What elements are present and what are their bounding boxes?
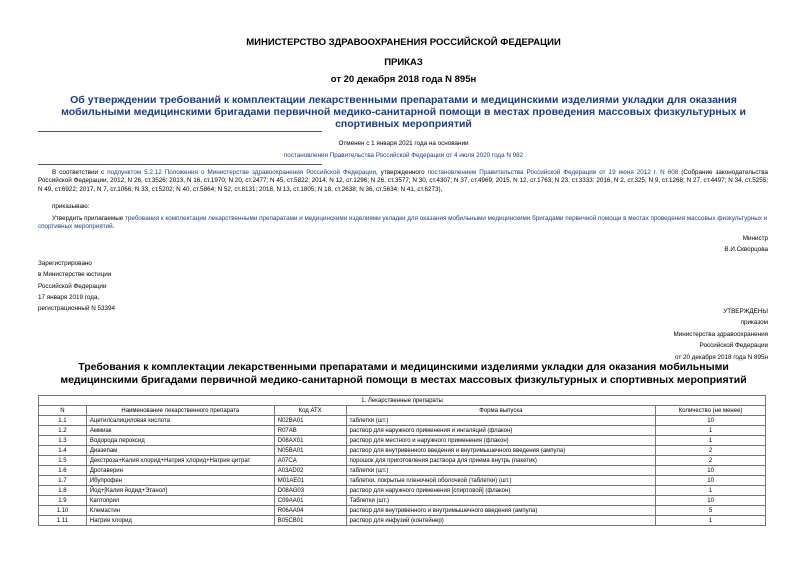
cell-drug-name: Ацетилсалициловая кислота: [86, 416, 274, 426]
table-row: [39, 466, 766, 476]
cell-number: 1.2: [39, 426, 87, 436]
cell-quantity: 10: [656, 416, 766, 426]
cell-release-form: раствор для внутривенного введения и внутримышечного введения (ампула): [346, 446, 656, 456]
approved-line: Российской Федерации: [699, 342, 768, 350]
cell-number: 1.8: [39, 486, 87, 496]
table-row: [39, 416, 766, 426]
preamble-link-regulation[interactable]: подпунктом 5.2.12 Положения о Министерстве здравоохранения Российской Федерации: [107, 169, 376, 176]
cell-atc-code: N05BA01: [274, 446, 346, 456]
cell-atc-code: A07CA: [274, 456, 346, 466]
registration-line: в Министерстве юстиции: [38, 271, 112, 279]
cell-release-form: раствор для местного и наружного применения (флакон): [346, 436, 656, 446]
cell-number: 1.4: [39, 446, 87, 456]
cell-quantity: 10: [656, 466, 766, 476]
cell-drug-name: Йод+[Калия йодид+Этанол]: [86, 486, 274, 496]
cell-drug-name: Аммиак: [86, 426, 274, 436]
cell-atc-code: R07AB: [274, 426, 346, 436]
cell-release-form: раствор для наружного применения [спиртовой] (флакон): [346, 486, 656, 496]
table-row: [39, 496, 766, 506]
cell-release-form: раствор для внутривенного и внутримышечного введения (ампула): [346, 506, 656, 516]
registration-line: Зарегистрировано: [38, 260, 92, 267]
cell-number: 1.11: [39, 516, 87, 526]
cell-drug-name: Каптоприл: [86, 496, 274, 506]
cell-atc-code: R06AA04: [274, 506, 346, 516]
order-date-number: от 20 декабря 2018 года N 895н: [330, 74, 477, 85]
registration-line: 17 января 2019 года,: [38, 293, 100, 301]
column-header-quantity: Количество (не менее): [656, 406, 766, 416]
divider-top: [38, 131, 322, 132]
cell-drug-name: Клемастин: [86, 506, 274, 516]
cell-atc-code: N02BA01: [274, 416, 346, 426]
signature-position: Министр: [742, 235, 768, 242]
cancel-note-line1: Отменен с 1 января 2021 года на основании: [338, 140, 469, 147]
table-row: [39, 506, 766, 516]
approve-prefix: Утвердить прилагаемые: [52, 215, 125, 222]
table-row: [39, 456, 766, 466]
cell-quantity: 1: [656, 486, 766, 496]
approve-paragraph: [38, 215, 768, 232]
cell-quantity: 1: [656, 516, 766, 526]
registration-block: [38, 258, 115, 314]
approved-line: приказом: [740, 319, 768, 327]
cell-atc-code: B05CB01: [274, 516, 346, 526]
cell-number: 1.7: [39, 476, 87, 486]
table-header-row: [39, 406, 766, 416]
cell-number: 1.3: [39, 436, 87, 446]
cell-quantity: 1: [656, 426, 766, 436]
cell-drug-name: Ибупрофен: [86, 476, 274, 486]
approve-link[interactable]: требования к комплектации лекарственными препаратами и медицинскими изделиями укладки для оказания мобильными медицинскими бригадами первичной помощи в местах проведения массовых физкультурных и спортивных мероприятий: [38, 215, 768, 231]
cell-quantity: 10: [656, 496, 766, 506]
order-title: [40, 94, 767, 130]
cell-drug-name: Декстроза+Калия хлорид+Натрия хлорид+Натрия цитрат: [86, 456, 274, 466]
preamble-paragraph: [38, 169, 768, 194]
cell-release-form: раствор для инфузий (контейнер): [346, 516, 656, 526]
cell-release-form: таблетки, покрытые пленочной оболочкой (таблетки) (шт.): [346, 476, 656, 486]
cell-quantity: 5: [656, 506, 766, 516]
cell-quantity: 2: [656, 456, 766, 466]
column-header-atc: Код АТХ: [274, 406, 346, 416]
table-section-title: 1. Лекарственные препараты: [39, 396, 766, 406]
cell-atc-code: M01AE01: [274, 476, 346, 486]
cell-release-form: Таблетки (шт.): [346, 496, 656, 506]
medications-table: [38, 395, 766, 526]
divider-bottom: [38, 164, 322, 165]
table-row: [39, 486, 766, 496]
cell-release-form: раствор для наружного применения и ингаляций (флакон): [346, 426, 656, 436]
cell-quantity: 2: [656, 446, 766, 456]
registration-line: Российской Федерации: [38, 282, 107, 290]
cell-drug-name: Диазепам: [86, 446, 274, 456]
cell-number: 1.9: [39, 496, 87, 506]
approved-line: Министерства здравоохранения: [673, 330, 768, 338]
requirements-title: Требования к комплектации лекарственными препаратами и медицинскими изделиями укладки для оказания мобильными медицинскими бригадами первичной медико-санитарной помощи в местах массовых физкультурных и спортивных мероприятий: [60, 361, 747, 386]
cell-drug-name: Дротаверин: [86, 466, 274, 476]
table-section-row: [39, 396, 766, 406]
ministry-heading: МИНИСТЕРСТВО ЗДРАВООХРАНЕНИЯ РОССИЙСКОЙ ФЕДЕРАЦИИ: [246, 37, 561, 48]
cell-number: 1.1: [39, 416, 87, 426]
cancel-note-link[interactable]: постановления Правительства Российской Федерации от 4 июля 2020 года N 982: [283, 152, 524, 159]
document-type: ПРИКАЗ: [384, 57, 423, 68]
cell-release-form: таблетки (шт.): [346, 416, 656, 426]
cell-atc-code: D08AX01: [274, 436, 346, 446]
cell-release-form: таблетки (шт.): [346, 466, 656, 476]
cell-number: 1.5: [39, 456, 87, 466]
cell-atc-code: C09AA01: [274, 496, 346, 506]
approve-suffix: .: [112, 223, 115, 231]
table-row: [39, 476, 766, 486]
column-header-name: Наименование лекарственного препарата: [86, 406, 274, 416]
order-word: приказываю:: [52, 203, 90, 210]
cell-drug-name: Натрия хлорид: [86, 516, 274, 526]
order-title-link[interactable]: требований к комплектации лекарственными препаратами и медицинскими изделиями укладки для оказания мобильными медицинскими бригадами первичной медико-санитарной помощи в местах проведения массовых физкультурных и спортивных мероприятий: [61, 94, 746, 130]
approved-line: УТВЕРЖДЕНЫ: [723, 308, 768, 315]
signature-name: В.И.Скворцова: [724, 246, 768, 253]
column-header-number: N: [39, 406, 87, 416]
approved-block: [674, 306, 768, 363]
table-row: [39, 516, 766, 526]
preamble-intro: В соответствии с: [52, 169, 108, 176]
cell-quantity: 10: [656, 476, 766, 486]
preamble-link-resolution[interactable]: постановлением Правительства Российской Федерации от 19 июня 2012 г. N 608: [427, 169, 679, 176]
preamble-rest: (Собрание законодательства Российской Федерации, 2012, N 26, ст.3526; 2013, N 16, ст.1970; N 20, ст.2477; N 45, ст.5822; 2014, N 12, ст.1296; N 26, ст.3577; N 30, ст.4307; N 37, ст.4969; 2015, N 12, ст.1763; N 23, ст.3333; 2016, N 2, ст.325; N 9, ст.1268; N 27, ст.4497; N 34, ст.5255; N 49, ст.6922; 2017, N 7, ст.1066; N 33, ст.5202; N 40, ст.5864; N 52, ст.8131; 2018, N 13, ст.1805; N 18, ст.2638; N 36, ст.5634; N 41, ст.6273),: [38, 169, 768, 193]
table-row: [39, 446, 766, 456]
cell-drug-name: Водорода пероксид: [86, 436, 274, 446]
cell-release-form: порошок для приготовления раствора для приема внутрь (пакетик): [346, 456, 656, 466]
preamble-mid: , утвержденного: [376, 169, 428, 176]
table-row: [39, 436, 766, 446]
table-row: [39, 426, 766, 436]
cell-atc-code: A03AD02: [274, 466, 346, 476]
registration-line: регистрационный N 53394: [38, 305, 116, 313]
cell-number: 1.6: [39, 466, 87, 476]
order-title-prefix: Об утверждении: [70, 94, 160, 106]
cell-atc-code: D08AG03: [274, 486, 346, 496]
table-body: [39, 416, 766, 526]
column-header-form: Форма выпуска: [346, 406, 656, 416]
approved-line: от 20 декабря 2018 года N 895н: [674, 353, 768, 361]
cell-quantity: 1: [656, 436, 766, 446]
cell-number: 1.10: [39, 506, 87, 516]
